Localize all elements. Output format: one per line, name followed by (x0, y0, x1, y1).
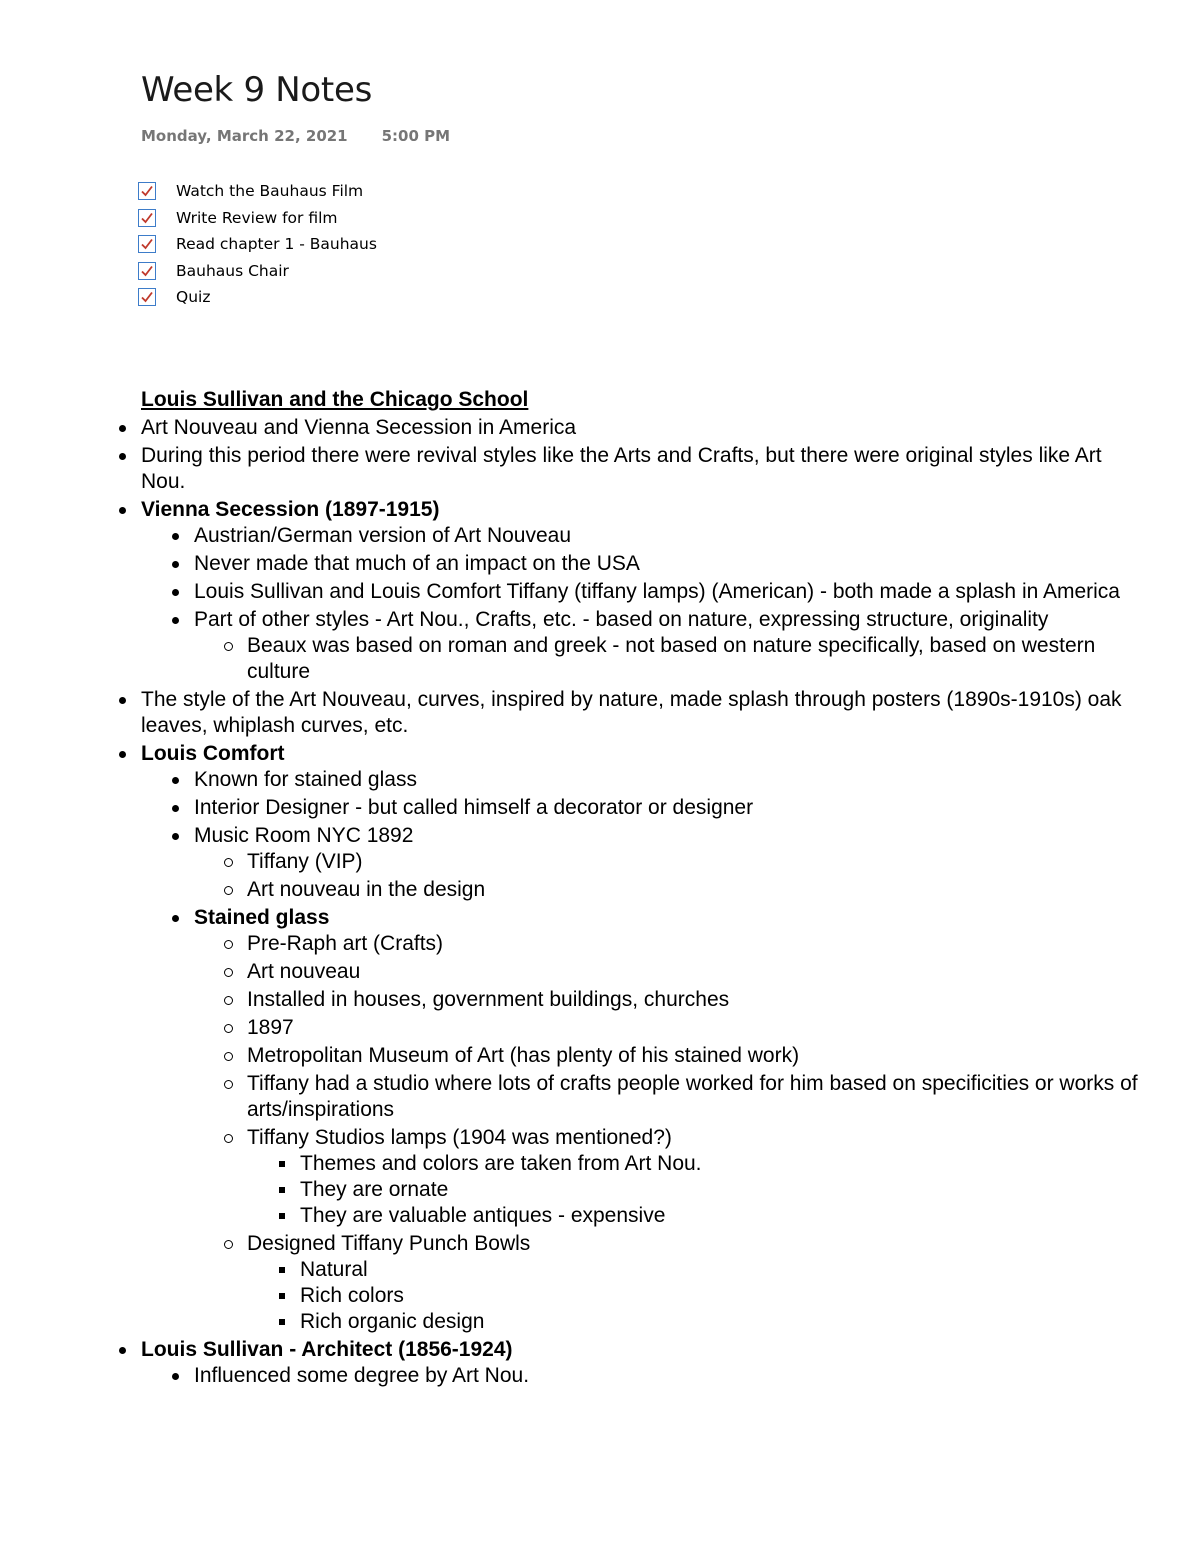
checkmark-icon (140, 237, 154, 251)
list-item: Metropolitan Museum of Art (has plenty of his stained work) (247, 1044, 800, 1067)
list-item: Designed Tiffany Punch Bowls Natural Rich colors Rich organic design (247, 1231, 1141, 1335)
checkbox[interactable] (138, 262, 156, 280)
list-item: They are valuable antiques - expensive (300, 1204, 666, 1227)
page-title: Week 9 Notes (141, 70, 372, 110)
list-item: Art nouveau in the design (247, 878, 486, 901)
list-item: Austrian/German version of Art Nouveau (194, 524, 572, 547)
checkmark-icon (140, 211, 154, 225)
todo-item (138, 284, 377, 311)
todo-item (138, 205, 377, 232)
bullet-list (141, 415, 1141, 1389)
list-item: Beaux was based on roman and greek - not based on nature specifically, based on western culture (247, 634, 1096, 683)
bullet-list (300, 1257, 1141, 1335)
list-item: Influenced some degree by Art Nou. (194, 1364, 530, 1387)
list-item: Never made that much of an impact on the USA (194, 552, 640, 575)
page-date: Monday, March 22, 2021 (141, 127, 348, 145)
todo-label: Quiz (176, 288, 211, 307)
list-item: Louis Sullivan and Louis Comfort Tiffany (tiffany lamps) (American) - both made a splash in America (194, 580, 1120, 603)
list-item: Pre-Raph art (Crafts) (247, 932, 444, 955)
list-item: The style of the Art Nouveau, curves, inspired by nature, made splash through posters (1890s-1910s) oak leaves, whiplash curves, etc. (141, 688, 1122, 737)
list-item: Natural (300, 1258, 368, 1281)
todo-label: Read chapter 1 - Bauhaus (176, 235, 377, 254)
bullet-list (194, 523, 1141, 685)
section-heading: Louis Sullivan and the Chicago School (141, 388, 529, 411)
bullet-list (194, 767, 1141, 1335)
list-item: During this period there were revival styles like the Arts and Crafts, but there were original styles like Art Nou. (141, 444, 1102, 493)
list-item: Installed in houses, government buildings, churches (247, 988, 730, 1011)
notes-body (141, 387, 1141, 1391)
list-item: Stained glass Pre-Raph art (Crafts) Art nouveau Installed in houses, government buildings, churches 1897 Metropolitan Museum of Art (has plenty of his stained work) Tiffany had a studio where lots of crafts people worked for him based on specificities or works of arts/inspirations Tiffany Studios lamps (1904 was mentioned?) Themes and colors are taken from Art Nou. They are ornate They are valuable antiques - expensive Designed Tiffany Punch Bowls Natural Rich colors Rich organic design (194, 905, 1141, 1335)
bullet-list (247, 633, 1141, 685)
list-item: Vienna Secession (1897-1915) Austrian/German version of Art Nouveau Never made that much of an impact on the USA Louis Sullivan and Louis Comfort Tiffany (tiffany lamps) (American) - both made a splash in America Part of other styles - Art Nou., Crafts, etc. - based on nature, expressing structure, originality Beaux was based on roman and greek - not based on nature specifically, based on western culture (141, 497, 1141, 685)
todo-label: Watch the Bauhaus Film (176, 182, 364, 201)
bullet-list (300, 1151, 1141, 1229)
todo-list (138, 178, 377, 311)
list-item: Tiffany (VIP) (247, 850, 363, 873)
bullet-list (247, 931, 1141, 1335)
list-item: Tiffany Studios lamps (1904 was mentioned?) Themes and colors are taken from Art Nou. They are ornate They are valuable antiques - expensive (247, 1125, 1141, 1229)
list-item: Rich organic design (300, 1310, 485, 1333)
todo-label: Bauhaus Chair (176, 261, 289, 280)
list-item: Tiffany had a studio where lots of crafts people worked for him based on specificities or works of arts/inspirations (247, 1072, 1138, 1121)
bullet-list (194, 1363, 1141, 1389)
checkbox[interactable] (138, 288, 156, 306)
list-item: 1897 (247, 1016, 294, 1039)
list-item: Themes and colors are taken from Art Nou. (300, 1152, 702, 1175)
todo-item (138, 231, 377, 258)
checkmark-icon (140, 184, 154, 198)
list-item: Rich colors (300, 1284, 404, 1307)
bullet-list (247, 849, 1141, 903)
checkmark-icon (140, 290, 154, 304)
list-item: Known for stained glass (194, 768, 417, 791)
page-time: 5:00 PM (381, 127, 451, 145)
list-item: Part of other styles - Art Nou., Crafts, etc. - based on nature, expressing structure, originality Beaux was based on roman and greek - not based on nature specifically, based on western culture (194, 607, 1141, 685)
todo-label: Write Review for film (176, 208, 338, 227)
page-timestamp (141, 127, 450, 145)
checkbox[interactable] (138, 182, 156, 200)
list-item: Music Room NYC 1892 Tiffany (VIP) Art nouveau in the design (194, 823, 1141, 903)
checkmark-icon (140, 264, 154, 278)
list-item: Interior Designer - but called himself a decorator or designer (194, 796, 754, 819)
todo-item (138, 178, 377, 205)
todo-item (138, 258, 377, 285)
list-item: Louis Comfort Known for stained glass Interior Designer - but called himself a decorator or designer Music Room NYC 1892 Tiffany (VIP) Art nouveau in the design Stained glass Pre-Raph art (Crafts) Art nouveau Installed in houses, government buildings, churches 1897 Metropolitan Museum of Art (has plenty of his stained work) Tiffany had a studio where lots of crafts people worked for him based on specificities or works of arts/inspirations Tiffany Studios lamps (1904 was mentioned?) Themes and colors are taken from Art Nou. They are ornate They are valuable antiques - expensive Designed Tiffany Punch Bowls Natural Rich colors Rich organic design (141, 741, 1141, 1335)
checkbox[interactable] (138, 209, 156, 227)
checkbox[interactable] (138, 235, 156, 253)
list-item: Art Nouveau and Vienna Secession in America (141, 416, 577, 439)
list-item: Louis Sullivan - Architect (1856-1924) Influenced some degree by Art Nou. (141, 1337, 1141, 1389)
list-item: They are ornate (300, 1178, 449, 1201)
list-item: Art nouveau (247, 960, 361, 983)
